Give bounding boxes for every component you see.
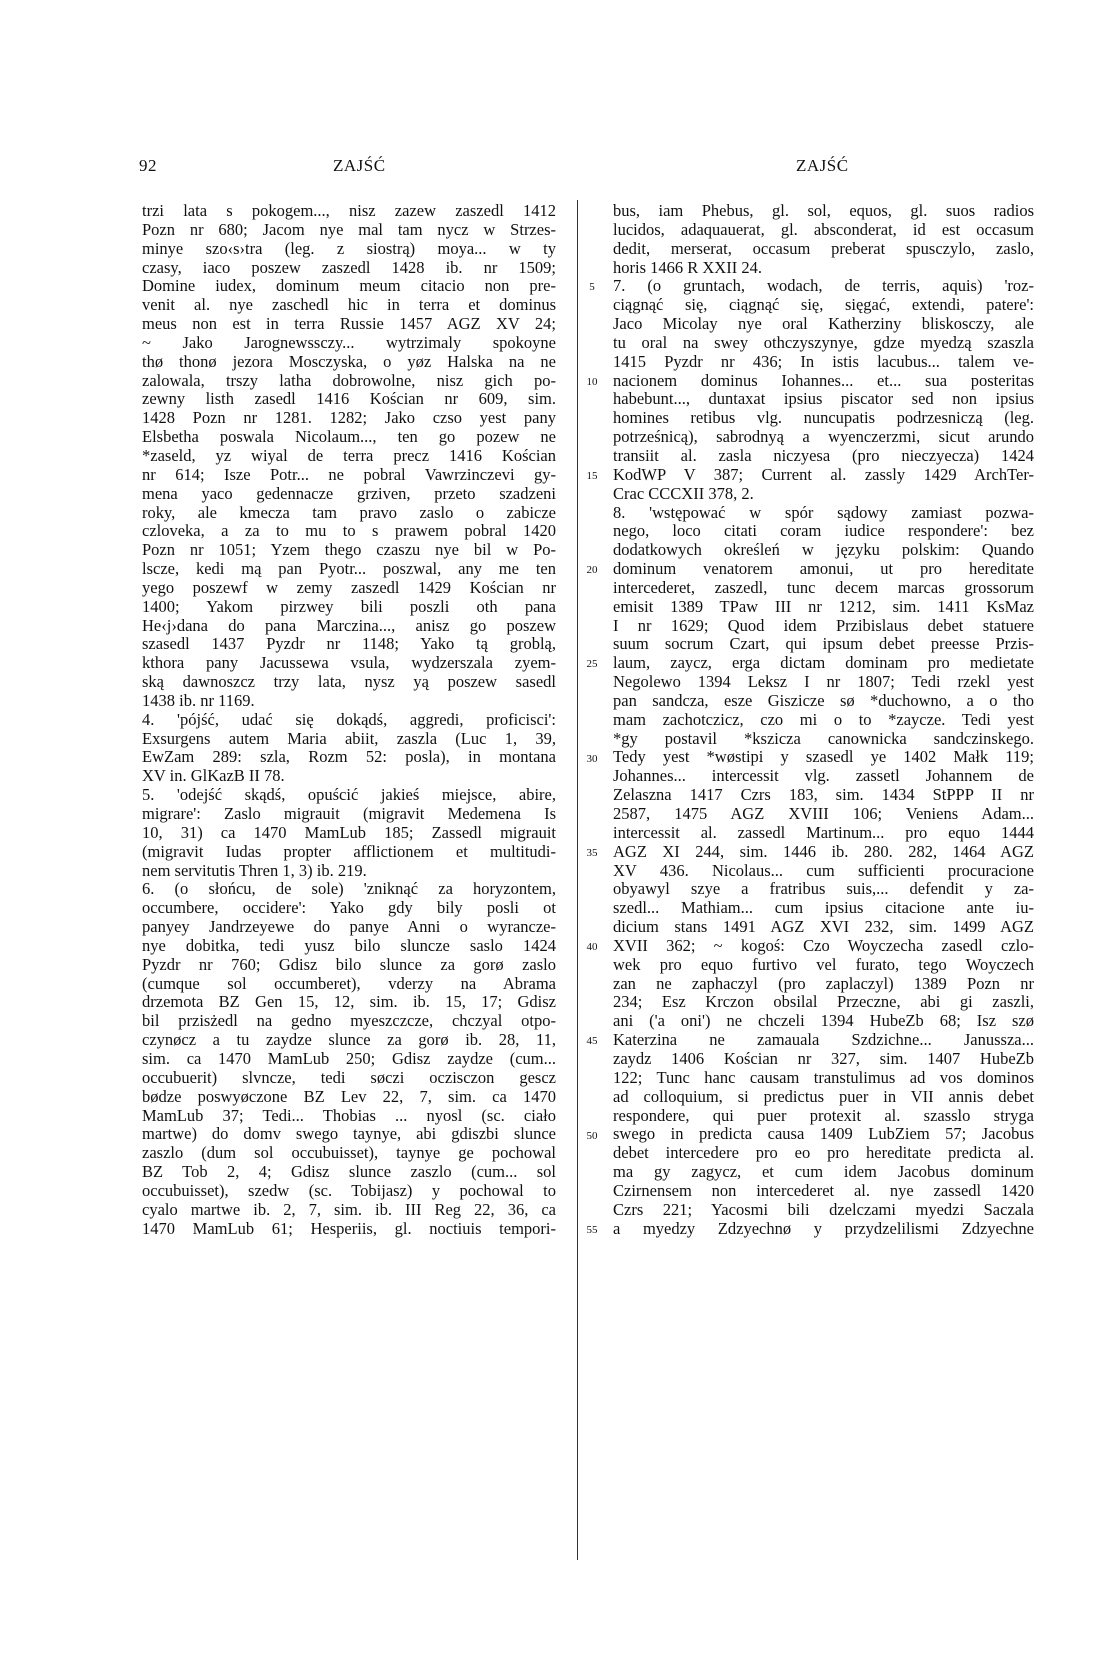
text-line: drzemota BZ Gen 15, 12, sim. ib. 15, 17; Gdisz bbox=[142, 992, 556, 1012]
text-line: Tedy yest *wøstipi y szasedl ye 1402 Małk 119; bbox=[613, 747, 1034, 767]
text-line: 1470 MamLub 61; Hesperiis, gl. noctiuis tempori- bbox=[142, 1218, 556, 1238]
text-line: 6. (o słońcu, de sole) 'zniknąć za horyzontem, bbox=[142, 879, 556, 899]
text-line: Czrs 221; Yacosmi bili dzelczami myedzi Saczala bbox=[613, 1199, 1034, 1219]
text-line: *zaseld, yz wiyal de terra precz 1416 Kościan bbox=[142, 445, 556, 465]
text-line: horis 1466 R XXII 24. bbox=[613, 257, 762, 277]
text-line: szasedl 1437 Pyzdr nr 1148; Yako tą groblą, bbox=[142, 634, 556, 654]
text-line: 10, 31) ca 1470 MamLub 185; Zassedl migrauit bbox=[142, 822, 556, 842]
text-line: Pozn nr 680; Jacom nye mal tam nycz w Strzes- bbox=[142, 219, 556, 239]
text-line: Exsurgens autem Maria abiit, zaszla (Luc 1, 39, bbox=[142, 728, 556, 748]
text-line: MamLub 37; Tedi... Thobias ... nyosl (sc. ciało bbox=[142, 1105, 556, 1125]
text-line: minye szo‹s›tra (leg. z siostrą) moya... w ty bbox=[142, 238, 556, 258]
text-line: nem servitutis Thren 1, 3) ib. 219. bbox=[142, 860, 367, 880]
text-line: czynøcz a tu zaydze slunce za gorø ib. 28, 11, bbox=[142, 1030, 556, 1050]
text-line: ani ('a oni') ne chczeli 1394 HubeZb 68; Isz szø bbox=[613, 1011, 1034, 1031]
text-line: Johannes... intercessit vlg. zassetl Johannem de bbox=[613, 766, 1034, 786]
text-line: occubuerit) slvncze, tedi søczi oczisczon gescz bbox=[142, 1067, 556, 1087]
text-line: ~ Jako Jarognewssczy... wytrzimaly spokoyne bbox=[142, 332, 556, 352]
text-line: bil przisżedl na gedno myeszczcze, chczyal otpo- bbox=[142, 1011, 556, 1031]
text-line: Pozn nr 1051; Yzem thego czaszu nye bil w Po- bbox=[142, 540, 556, 560]
text-line: 1400; Yakom pirzwey bili poszli oth pana bbox=[142, 596, 556, 616]
text-line: *gy postavil *kszicza canownicka sandczinskego. bbox=[613, 728, 1034, 748]
right-column bbox=[613, 202, 1034, 1238]
text-line: bødze poswyøczone BZ Lev 22, 7, sim. ca 1470 bbox=[142, 1086, 556, 1106]
text-line: meus non est in terra Russie 1457 AGZ XV 24; bbox=[142, 314, 556, 334]
text-line: martwe) do domv swego taynye, abi gdiszbi slunce bbox=[142, 1124, 556, 1144]
line-number: 40 bbox=[586, 941, 598, 954]
text-line: Domine iudex, dominum meum citacio non pre- bbox=[142, 276, 556, 296]
line-number: 45 bbox=[586, 1035, 598, 1048]
text-line: habebunt..., duntaxat ipsius piscator sed non ipsius bbox=[613, 389, 1034, 409]
text-line: (cumque sol occumberet), vderzy na Abrama bbox=[142, 973, 556, 993]
text-line: ad colloquium, si predictus puer in VII annis debet bbox=[613, 1086, 1034, 1106]
text-line: (migravit Iudas propter afflictionem et multitudi- bbox=[142, 841, 556, 861]
text-line: cyalo martwe ib. 2, 7, sim. ib. III Reg 22, 36, ca bbox=[142, 1199, 556, 1219]
text-line: KodWP V 387; Current al. zassly 1429 ArchTer- bbox=[613, 464, 1034, 484]
line-number: 25 bbox=[586, 658, 598, 671]
text-line: kthora pany Jacussewa vsula, wydzerszala zyem- bbox=[142, 653, 556, 673]
text-line: BZ Tob 2, 4; Gdisz slunce zaszlo (cum... sol bbox=[142, 1162, 556, 1182]
text-line: Zelaszna 1417 Czrs 183, sim. 1434 StPPP II nr bbox=[613, 785, 1034, 805]
text-line: ma gy zagycz, et cum idem Jacobus dominum bbox=[613, 1162, 1034, 1182]
text-line: 234; Esz Krczon obsilal Przeczne, abi gi zaszli, bbox=[613, 992, 1034, 1012]
text-line: panyey Jandrzeyewe do panye Anni o wyrancze- bbox=[142, 917, 556, 937]
text-line: sim. ca 1470 MamLub 250; Gdisz zaydze (cum... bbox=[142, 1048, 556, 1068]
text-line: 1438 ib. nr 1169. bbox=[142, 690, 255, 710]
text-line: czloveka, a za to mu to s prawem pobral 1420 bbox=[142, 521, 556, 541]
text-line: occumbere, occidere': Yako gdy bily posli ot bbox=[142, 898, 556, 918]
text-line: tu oral na swey othczyszynye, gdze myedzą szaszla bbox=[613, 332, 1034, 352]
line-number: 10 bbox=[586, 375, 598, 388]
text-line: 8. 'wstępować w spór sądowy zamiast pozwa- bbox=[613, 502, 1034, 522]
running-head-left: ZAJŚĆ bbox=[333, 156, 386, 175]
text-line: lucidos, adaquauerat, gl. absconderat, id est occasum bbox=[613, 219, 1034, 239]
text-line: I nr 1629; Quod idem Przibislaus debet statuere bbox=[613, 615, 1034, 635]
text-line: zewny listh zasedl 1416 Kościan nr 609, sim. bbox=[142, 389, 556, 409]
text-line: 4. 'pójść, udać się dokądś, aggredi, proficisci': bbox=[142, 709, 556, 729]
text-line: a myedzy Zdzyechnø y przydzelilismi Zdzyechne bbox=[613, 1218, 1034, 1238]
text-line: EwZam 289: szla, Rozm 52: posla), in montana bbox=[142, 747, 556, 767]
text-line: homines retibus vlg. nuncupatis podrzesniczą (leg. bbox=[613, 408, 1034, 428]
text-line: thø thonø jezora Mosczyska, o yøz Halska na ne bbox=[142, 351, 556, 371]
text-line: lscze, kedi mą pan Pyotr... poszwal, any me ten bbox=[142, 559, 556, 579]
text-line: Pyzdr nr 760; Gdisz bilo slunce za gorø zaslo bbox=[142, 954, 556, 974]
text-line: bus, iam Phebus, gl. sol, equos, gl. suos radios bbox=[613, 201, 1034, 220]
text-line: laum, zaycz, erga dictam dominam pro medietate bbox=[613, 653, 1034, 673]
text-line: zaszlo (dum sol occubuisset), taynye ge pochowal bbox=[142, 1143, 556, 1163]
left-column bbox=[142, 202, 556, 1238]
text-line: ciągnąć się, ciągnąć się, sięgać, extendi, patere': bbox=[613, 295, 1034, 315]
line-number: 50 bbox=[586, 1129, 598, 1142]
text-line: respondere, qui puer protexit al. szasslo stryga bbox=[613, 1105, 1034, 1125]
text-line: ską dawnoszcz trzy lata, nysz yą poszew sasedl bbox=[142, 672, 556, 692]
text-line: 1415 Pyzdr nr 436; In istis lacubus... talem ve- bbox=[613, 351, 1034, 371]
text-line: transiit al. zasla niczyesa (pro nieczyecza) 1424 bbox=[613, 445, 1034, 465]
text-line: zaydz 1406 Kościan nr 327, sim. 1407 HubeZb bbox=[613, 1048, 1034, 1068]
text-line: nego, loco citati coram iudice respondere': bez bbox=[613, 521, 1034, 541]
text-line: He‹j›dana do pana Marczina..., anisz go poszew bbox=[142, 615, 556, 635]
text-line: XV in. GlKazB II 78. bbox=[142, 766, 285, 786]
text-line: migrare': Zaslo migrauit (migravit Medemena Is bbox=[142, 804, 556, 823]
text-line: suum socrum Czart, qui ipsum debet preesse Przis- bbox=[613, 634, 1034, 654]
text-line: dedit, merserat, occasum preberat spusczylo, zaslo, bbox=[613, 238, 1034, 258]
line-number: 5 bbox=[589, 281, 595, 294]
text-line: nye dobitka, tedi yusz bilo sluncze saslo 1424 bbox=[142, 935, 556, 955]
text-line: zan ne zaphaczyl (pro zaplaczyl) 1389 Pozn nr bbox=[613, 973, 1034, 993]
text-line: AGZ XI 244, sim. 1446 ib. 280. 282, 1464 AGZ bbox=[613, 841, 1034, 861]
text-line: emisit 1389 TPaw III nr 1212, sim. 1411 KsMaz bbox=[613, 596, 1034, 616]
text-line: venit al. nye zaschedl hic in terra et dominus bbox=[142, 295, 556, 315]
text-line: Negolewo 1394 Leksz I nr 1807; Tedi rzekl yest bbox=[613, 672, 1034, 692]
text-line: yego poszewf w zemy zaszedl 1429 Kościan nr bbox=[142, 577, 556, 597]
text-line: dicium stans 1491 AGZ XVI 232, sim. 1499 AGZ bbox=[613, 917, 1034, 937]
text-line: mam zachotczicz, czo mi o to *zaycze. Tedi yest bbox=[613, 709, 1034, 729]
line-number: 15 bbox=[586, 469, 598, 482]
text-line: Elsbetha poswala Nicolaum..., ten go pozew ne bbox=[142, 427, 556, 447]
text-line: 5. 'odejść skądś, opuścić jakieś miejsce, abire, bbox=[142, 785, 556, 805]
text-line: Katerzina ne zamauala Szdzichne... Janussza... bbox=[613, 1030, 1034, 1050]
text-line: intercederet, zaszedl, tunc decem marcas grossorum bbox=[613, 577, 1034, 597]
text-line: dominum venatorem amonui, ut pro hereditate bbox=[613, 559, 1034, 579]
text-line: nr 614; Isze Potr... ne pobral Vawrzinczevi gy- bbox=[142, 464, 556, 484]
text-line: 1428 Pozn nr 1281. 1282; Jako czso yest pany bbox=[142, 408, 556, 428]
text-line: 7. (o gruntach, wodach, de terris, aquis) 'roz- bbox=[613, 276, 1034, 296]
text-line: szedl... Mathiam... cum ipsius citacione ante iu- bbox=[613, 898, 1034, 918]
text-line: Crac CCCXII 378, 2. bbox=[613, 483, 754, 503]
line-number: 30 bbox=[586, 752, 598, 765]
text-line: occubuisset), szedw (sc. Tobijasz) y pochowal to bbox=[142, 1180, 556, 1200]
text-line: wek pro equo furtivo vel furato, tego Woyczech bbox=[613, 954, 1034, 974]
text-line: Jaco Micolay nye oral Katherziny bliskosczy, ale bbox=[613, 314, 1034, 334]
text-line: XV 436. Nicolaus... cum sufficienti procuracione bbox=[613, 860, 1034, 880]
text-line: roky, ale kmecza tam pravo zaslo o zabicze bbox=[142, 502, 556, 522]
line-number: 55 bbox=[586, 1223, 598, 1236]
text-line: potrześnicą), sabrodnyą a wyenczerzmi, sicut arundo bbox=[613, 427, 1034, 447]
text-line: Czirnensem non intercederet al. nye zassedl 1420 bbox=[613, 1180, 1034, 1200]
text-line: nacionem dominus Iohannes... et... sua posteritas bbox=[613, 370, 1034, 390]
page-number: 92 bbox=[139, 156, 157, 175]
text-line: zalowala, trszy latha dobrowolne, nisz gich po- bbox=[142, 370, 556, 390]
line-number: 20 bbox=[586, 564, 598, 577]
text-line: swego in predicta causa 1409 LubZiem 57; Jacobus bbox=[613, 1124, 1034, 1144]
text-line: pan sandcza, esze Giszicze sø *duchowno, a o tho bbox=[613, 690, 1034, 710]
column-divider bbox=[577, 200, 578, 1560]
text-line: trzi lata s pokogem..., nisz zazew zaszedl 1412 bbox=[142, 201, 556, 220]
text-line: 122; Tunc hanc causam transtulimus ad vos dominos bbox=[613, 1067, 1034, 1087]
line-number: 35 bbox=[586, 846, 598, 859]
text-line: intercessit al. zassedl Martinum... pro equo 1444 bbox=[613, 822, 1034, 842]
text-line: 2587, 1475 AGZ XVIII 106; Veniens Adam... bbox=[613, 804, 1034, 823]
text-line: XVII 362; ~ kogoś: Czo Woyczecha zasedl czlo- bbox=[613, 935, 1034, 955]
text-line: obyawyl szye a fratribus suis,... defendit y za- bbox=[613, 879, 1034, 899]
running-head-right: ZAJŚĆ bbox=[796, 156, 849, 175]
text-line: dodatkowych określeń w języku polskim: Quando bbox=[613, 540, 1034, 560]
text-line: mena yaco gedennacze grziven, przeto szadzeni bbox=[142, 483, 556, 503]
text-line: czasy, iaco poszew zaszedl 1428 ib. nr 1509; bbox=[142, 257, 556, 277]
text-line: debet intercedere pro eo pro hereditate predicta al. bbox=[613, 1143, 1034, 1163]
